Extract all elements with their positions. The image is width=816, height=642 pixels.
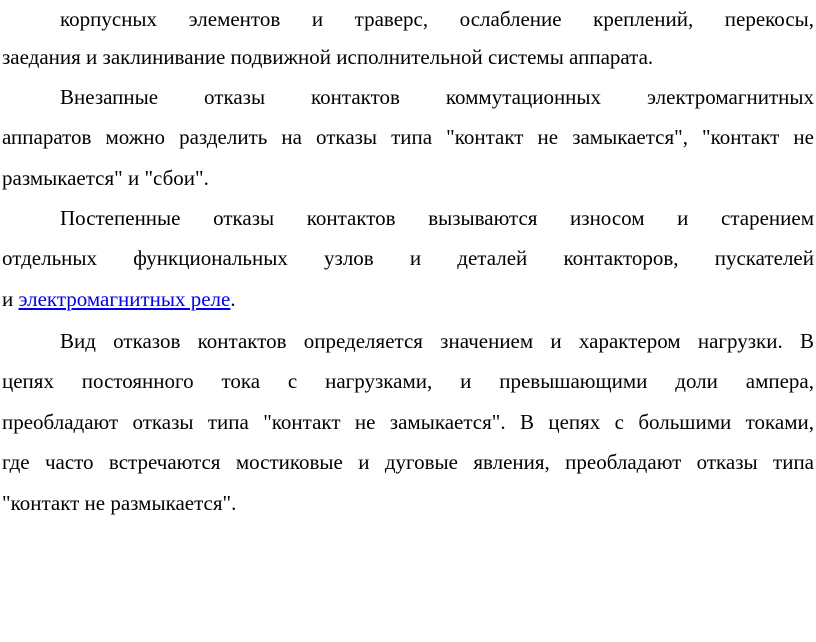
paragraph-1-line-1: корпусных элементов и траверс, ослабление креплений, перекосы,	[60, 7, 814, 31]
paragraph-2-line-3: размыкается" и "сбои".	[2, 166, 209, 190]
paragraph-4-line-5: "контакт не размыкается".	[2, 491, 237, 515]
paragraph-4-line-1: Вид отказов контактов определяется значением и характером нагрузки. В	[60, 329, 814, 353]
paragraph-2-line-1: Внезапные отказы контактов коммутационных электромагнитных	[60, 85, 814, 109]
paragraph-4-line-4: где часто встречаются мостиковые и дуговые явления, преобладают отказы типа	[2, 450, 814, 474]
paragraph-4-line-2: цепях постоянного тока с нагрузками, и превышающими доли ампера,	[2, 369, 814, 393]
paragraph-2-line-2: аппаратов можно разделить на отказы типа "контакт не замыкается", "контакт не	[2, 125, 814, 149]
paragraph-3-line-1: Постепенные отказы контактов вызываются износом и старением	[60, 206, 814, 230]
paragraph-3-line-3-suffix: .	[230, 287, 236, 311]
paragraph-3-line-2: отдельных функциональных узлов и деталей контакторов, пускателей	[2, 246, 814, 270]
paragraph-1-line-2: заедания и заклинивание подвижной исполнительной системы аппарата.	[2, 45, 654, 69]
paragraph-3-line-3	[2, 279, 814, 320]
paragraph-3-line-3-prefix: и	[2, 287, 19, 311]
electromagnetic-relays-link[interactable]: электромагнитных реле	[18, 287, 231, 311]
paragraph-4-line-3: преобладают отказы типа "контакт не замыкается". В цепях с большими токами,	[2, 410, 814, 434]
